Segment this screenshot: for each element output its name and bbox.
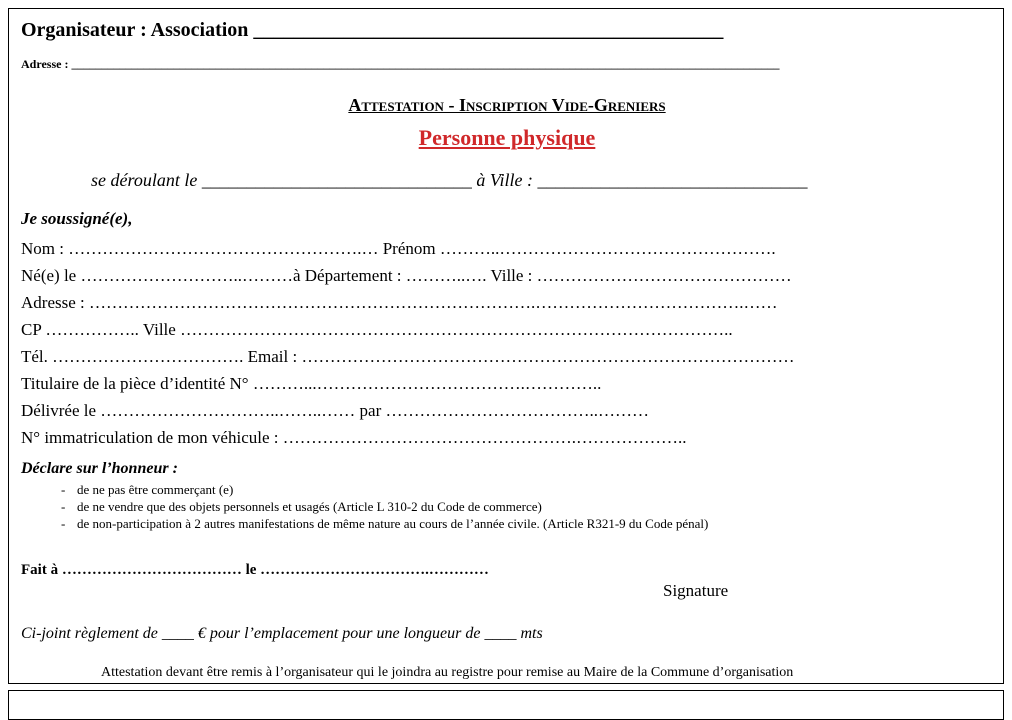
form-subtitle: Personne physique bbox=[418, 125, 596, 150]
signature-label: Signature bbox=[663, 581, 729, 600]
list-item: - de ne pas être commerçant (e) bbox=[61, 481, 708, 498]
tel-email-line: Tél. ……………………………. Email : …………………………………………………………………………… bbox=[21, 347, 795, 366]
footer-note: Attestation devant être remis à l’organisateur qui le joindra au registre pour remise au Maire de la Commune d’organisation bbox=[101, 665, 794, 680]
next-form-border bbox=[8, 690, 1004, 720]
delivree-line: Délivrée le …………………………..……..…… par ………………………………..……… bbox=[21, 401, 649, 420]
naissance-line: Né(e) le ………………………..………à Département : ………..…. Ville : ……………………………………… bbox=[21, 266, 792, 285]
nom-prenom-line: Nom : …………………………………………….… Prénom ………..…………………………………………. bbox=[21, 239, 776, 258]
declaration-list bbox=[61, 481, 708, 532]
organisateur-line: Organisateur : Association _______________________________________________ bbox=[21, 19, 724, 41]
piece-identite-line: Titulaire de la pièce d’identité N° ………...……………………………….………….. bbox=[21, 374, 602, 393]
fait-a-line: Fait à ……………………………… le …………………………….………… bbox=[21, 562, 489, 578]
adresse-field-line: Adresse : …………………………………………………………………….……………………………….…… bbox=[21, 293, 778, 312]
form-title: Attestation - Inscription Vide-Greniers bbox=[348, 95, 666, 115]
event-date-city-line: se déroulant le ______________________________ à Ville : ______________________________ bbox=[91, 170, 808, 190]
soussigne-heading: Je soussigné(e), bbox=[21, 209, 133, 228]
reglement-line: Ci-joint règlement de ____ € pour l’emplacement pour une longueur de ____ mts bbox=[21, 625, 543, 642]
immatriculation-line: N° immatriculation de mon véhicule : …………………………………………….……………….. bbox=[21, 428, 687, 447]
declare-heading: Déclare sur l’honneur : bbox=[21, 460, 178, 477]
cp-ville-line: CP …………….. Ville …………………………………………………………………………………….. bbox=[21, 320, 733, 339]
attestation-form bbox=[8, 8, 1004, 684]
list-item: - de ne vendre que des objets personnels et usagés (Article L 310-2 du Code de commerce) bbox=[61, 498, 708, 515]
list-item: - de non-participation à 2 autres manifestations de même nature au cours de l’année civile. (Article R321-9 du Code pénal) bbox=[61, 515, 708, 532]
adresse-line: Adresse : ______________________________________________________________________________________________________________________ bbox=[21, 57, 780, 71]
